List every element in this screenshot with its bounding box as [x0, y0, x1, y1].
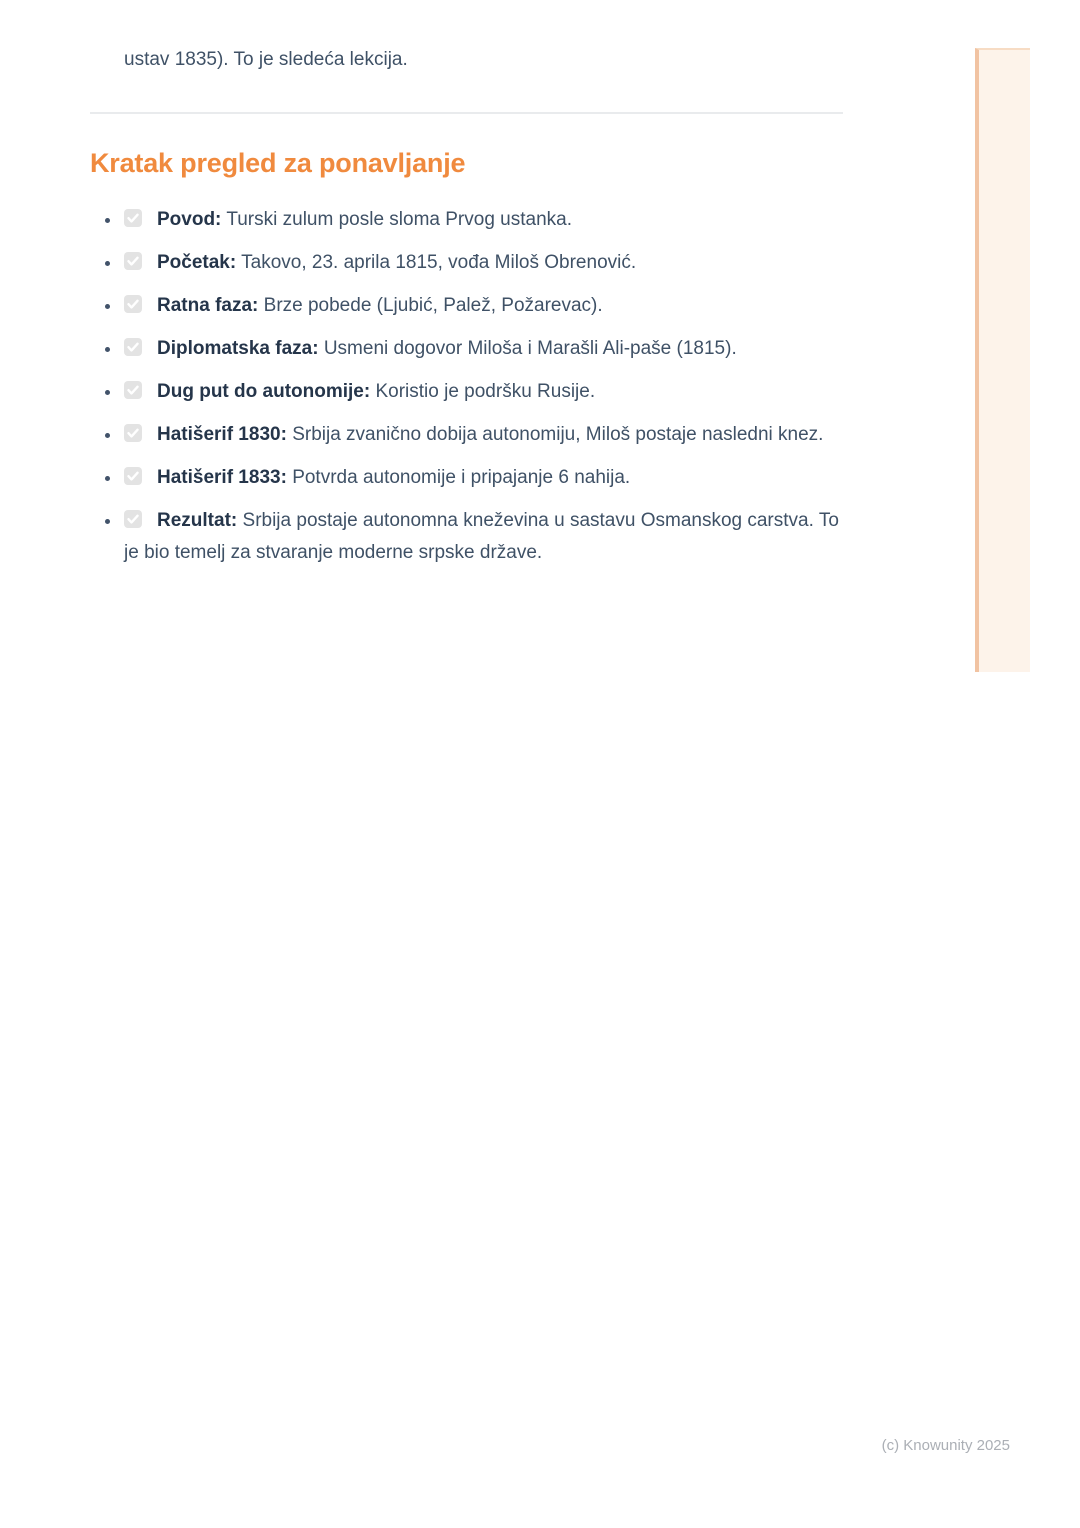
bullet-dot [105, 347, 110, 352]
intro-paragraph: ustav 1835). To je sledeća lekcija. [124, 49, 408, 70]
bullet-dot [105, 390, 110, 395]
bullet-dot [105, 261, 110, 266]
checklist-item [90, 290, 850, 322]
item-text: Potvrda autonomije i pripajanje 6 nahija. [292, 467, 631, 488]
section-divider [90, 112, 843, 114]
checklist-item [90, 204, 850, 236]
section-heading: Kratak pregled za ponavljanje [90, 148, 466, 178]
item-label: Početak: [157, 252, 237, 273]
checkbox-checked-icon[interactable] [124, 252, 142, 270]
checkbox-checked-icon[interactable] [124, 381, 142, 399]
checkbox-checked-icon[interactable] [124, 338, 142, 356]
item-label: Rezultat: [157, 510, 238, 531]
item-label: Povod: [157, 209, 222, 230]
item-label: Dug put do autonomije: [157, 381, 371, 402]
item-text: Koristio je podršku Rusije. [375, 381, 596, 402]
checklist-item [90, 247, 850, 279]
checkbox-checked-icon[interactable] [124, 209, 142, 227]
bullet-dot [105, 433, 110, 438]
checklist [90, 204, 850, 569]
checkbox-checked-icon[interactable] [124, 467, 142, 485]
item-text: Srbija zvanično dobija autonomiju, Miloš postaje nasledni knez. [292, 424, 824, 445]
page-content [90, 44, 850, 580]
item-text: Srbija postaje autonomna kneževina u sastavu Osmanskog carstva. To je bio temelj za stvaranje moderne srpske države. [124, 510, 839, 563]
checklist-item [90, 333, 850, 365]
checkbox-checked-icon[interactable] [124, 424, 142, 442]
checkbox-checked-icon[interactable] [124, 295, 142, 313]
item-label: Hatišerif 1833: [157, 467, 287, 488]
item-text: Turski zulum posle sloma Prvog ustanka. [226, 209, 572, 230]
copyright-footer: (c) Knowunity 2025 [881, 1437, 1010, 1454]
page-edge-highlight-bar [975, 48, 1030, 672]
item-text: Brze pobede (Ljubić, Palež, Požarevac). [263, 295, 603, 316]
bullet-dot [105, 304, 110, 309]
bullet-dot [105, 519, 110, 524]
item-label: Hatišerif 1830: [157, 424, 287, 445]
checklist-item [90, 505, 850, 569]
checklist-item [90, 419, 850, 451]
item-label: Ratna faza: [157, 295, 259, 316]
item-text: Takovo, 23. aprila 1815, vođa Miloš Obrenović. [241, 252, 637, 273]
checklist-item [90, 376, 850, 408]
item-text: Usmeni dogovor Miloša i Marašli Ali-paše (1815). [323, 338, 737, 359]
checklist-item [90, 462, 850, 494]
bullet-dot [105, 218, 110, 223]
checkbox-checked-icon[interactable] [124, 510, 142, 528]
bullet-dot [105, 476, 110, 481]
item-label: Diplomatska faza: [157, 338, 319, 359]
